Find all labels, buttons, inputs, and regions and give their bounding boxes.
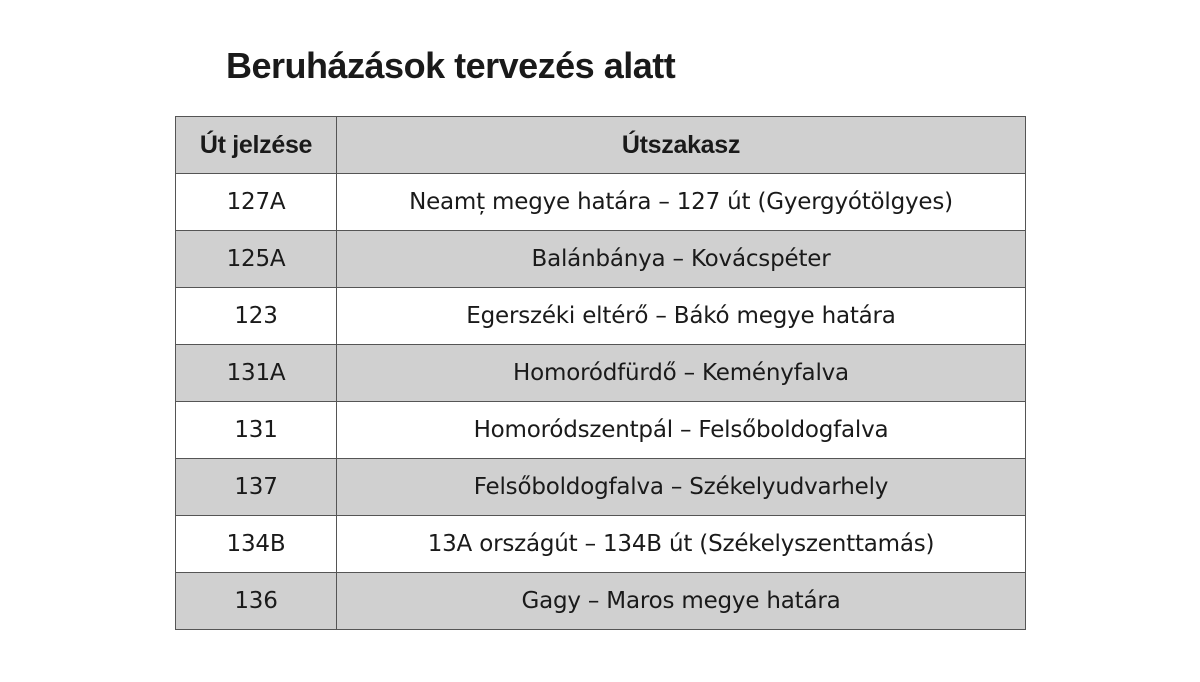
- road-code-cell: 127A: [176, 174, 337, 231]
- column-header-road-section: Útszakasz: [337, 117, 1026, 174]
- road-section-cell: Homoródszentpál – Felsőboldogfalva: [337, 402, 1026, 459]
- road-code-cell: 123: [176, 288, 337, 345]
- column-header-road-code: Út jelzése: [176, 117, 337, 174]
- table-row: [176, 402, 1026, 459]
- table-row: [176, 516, 1026, 573]
- road-code-cell: 137: [176, 459, 337, 516]
- road-code-cell: 136: [176, 573, 337, 630]
- table-row: [176, 288, 1026, 345]
- road-section-cell: Gagy – Maros megye határa: [337, 573, 1026, 630]
- table-row: [176, 174, 1026, 231]
- road-section-cell: 13A országút – 134B út (Székelyszenttamás): [337, 516, 1026, 573]
- table-row: [176, 345, 1026, 402]
- road-section-cell: Neamț megye határa – 127 út (Gyergyótölgyes): [337, 174, 1026, 231]
- road-section-cell: Homoródfürdő – Keményfalva: [337, 345, 1026, 402]
- road-code-cell: 131A: [176, 345, 337, 402]
- table-row: [176, 231, 1026, 288]
- road-code-cell: 134B: [176, 516, 337, 573]
- road-code-cell: 125A: [176, 231, 337, 288]
- road-section-cell: Balánbánya – Kovácspéter: [337, 231, 1026, 288]
- table-header-row: [176, 117, 1026, 174]
- road-code-cell: 131: [176, 402, 337, 459]
- road-section-cell: Egerszéki eltérő – Bákó megye határa: [337, 288, 1026, 345]
- page-title: Beruházások tervezés alatt: [226, 45, 676, 86]
- road-section-cell: Felsőboldogfalva – Székelyudvarhely: [337, 459, 1026, 516]
- road-investments-table: [175, 116, 1026, 630]
- table-row: [176, 573, 1026, 630]
- table-row: [176, 459, 1026, 516]
